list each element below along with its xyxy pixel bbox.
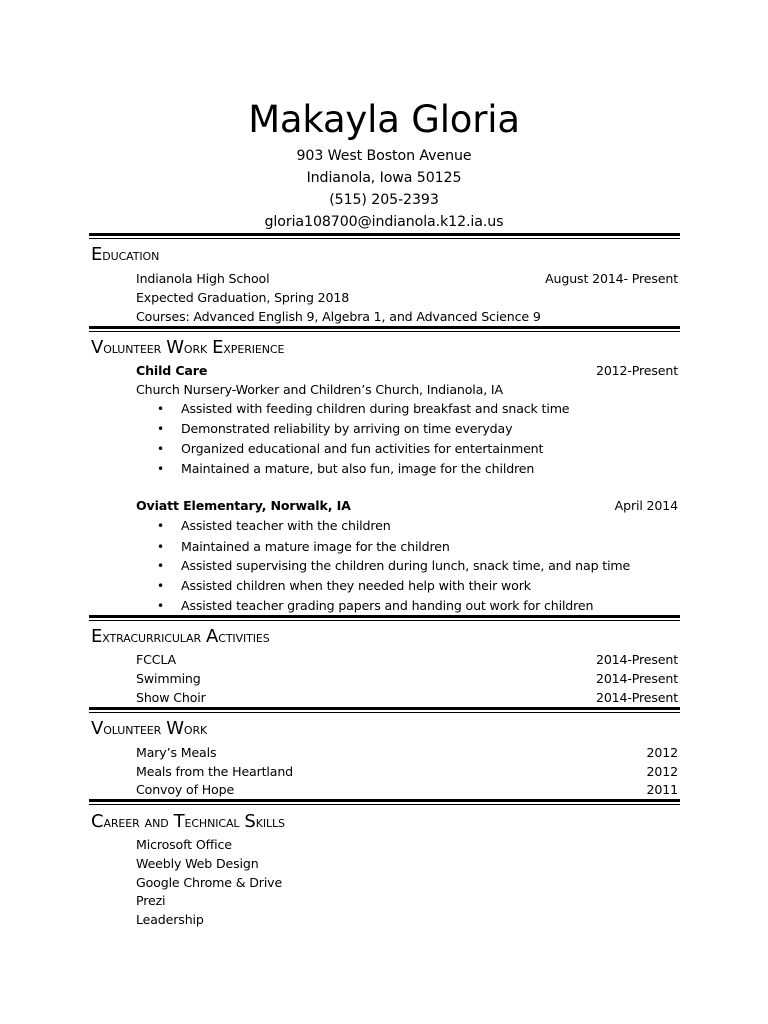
city-line: Indianola, Iowa 50125 xyxy=(306,170,462,186)
list-item: Meals from the Heartland 2012 xyxy=(136,764,678,779)
list-item: Swimming 2014-Present xyxy=(136,671,678,686)
section-title-volunteer-work: Volunteer Work xyxy=(91,718,208,739)
list-item: • Demonstrated reliability by arriving on time everyday xyxy=(157,419,677,439)
bullet-icon: • xyxy=(157,519,164,533)
job-title: Oviatt Elementary, Norwalk, IA xyxy=(136,498,351,513)
education-graduation: Expected Graduation, Spring 2018 xyxy=(136,290,350,305)
list-item: Leadership xyxy=(136,912,204,927)
list-item: Microsoft Office xyxy=(136,837,232,852)
school-dates: August 2014- Present xyxy=(545,271,678,286)
section-divider xyxy=(89,799,680,805)
section-divider xyxy=(89,615,680,621)
list-item: • Maintained a mature image for the children xyxy=(157,537,677,557)
section-title-skills: Career and Technical Skills xyxy=(91,811,285,832)
job-dates: 2012-Present xyxy=(595,363,678,378)
education-school-row xyxy=(136,269,678,288)
list-item: • Organized educational and fun activities for entertainment xyxy=(157,439,677,459)
section-divider xyxy=(89,707,680,713)
list-item: Prezi xyxy=(136,893,166,908)
phone-line: (515) 205-2393 xyxy=(329,192,439,208)
list-item: • Assisted children when they needed help with their work xyxy=(157,576,677,596)
bullet-icon: • xyxy=(157,599,164,613)
list-item: • Assisted teacher with the children xyxy=(157,516,677,536)
bullet-icon: • xyxy=(157,579,164,593)
bullet-icon: • xyxy=(157,442,164,456)
bullet-icon: • xyxy=(157,462,164,476)
candidate-name: Makayla Gloria xyxy=(248,98,520,141)
list-item: Show Choir 2014-Present xyxy=(136,690,678,705)
section-title-education: Education xyxy=(91,244,160,265)
section-divider xyxy=(89,326,680,332)
section-title-extracurricular: Extracurricular Activities xyxy=(91,626,270,647)
bullet-icon: • xyxy=(157,402,164,416)
school-name: Indianola High School xyxy=(136,271,270,286)
list-item: • Maintained a mature, but also fun, image for the children xyxy=(157,459,677,479)
list-item: Convoy of Hope 2011 xyxy=(136,782,678,797)
bullet-icon: • xyxy=(157,559,164,573)
job-dates: April 2014 xyxy=(614,498,678,513)
list-item: Weebly Web Design xyxy=(136,856,259,871)
section-divider xyxy=(89,233,680,239)
section-title-volunteer-experience: Volunteer Work Experience xyxy=(91,337,285,358)
job-org: Church Nursery-Worker and Children’s Church, Indianola, IA xyxy=(136,382,503,397)
job-title: Child Care xyxy=(136,363,208,378)
list-item: Mary’s Meals 2012 xyxy=(136,745,678,760)
list-item: • Assisted with feeding children during breakfast and snack time xyxy=(157,399,677,419)
bullet-icon: • xyxy=(157,540,164,554)
job-child-care-row xyxy=(136,361,678,380)
list-item: FCCLA 2014-Present xyxy=(136,652,678,667)
address-line: 903 West Boston Avenue xyxy=(296,148,472,164)
list-item: • Assisted supervising the children during lunch, snack time, and nap time xyxy=(157,556,677,576)
bullet-icon: • xyxy=(157,422,164,436)
education-courses: Courses: Advanced English 9, Algebra 1, and Advanced Science 9 xyxy=(136,309,541,324)
job-oviatt-row xyxy=(136,496,678,515)
email-line: gloria108700@indianola.k12.ia.us xyxy=(264,214,504,230)
list-item: • Assisted teacher grading papers and handing out work for children xyxy=(157,596,677,616)
list-item: Google Chrome & Drive xyxy=(136,875,283,890)
